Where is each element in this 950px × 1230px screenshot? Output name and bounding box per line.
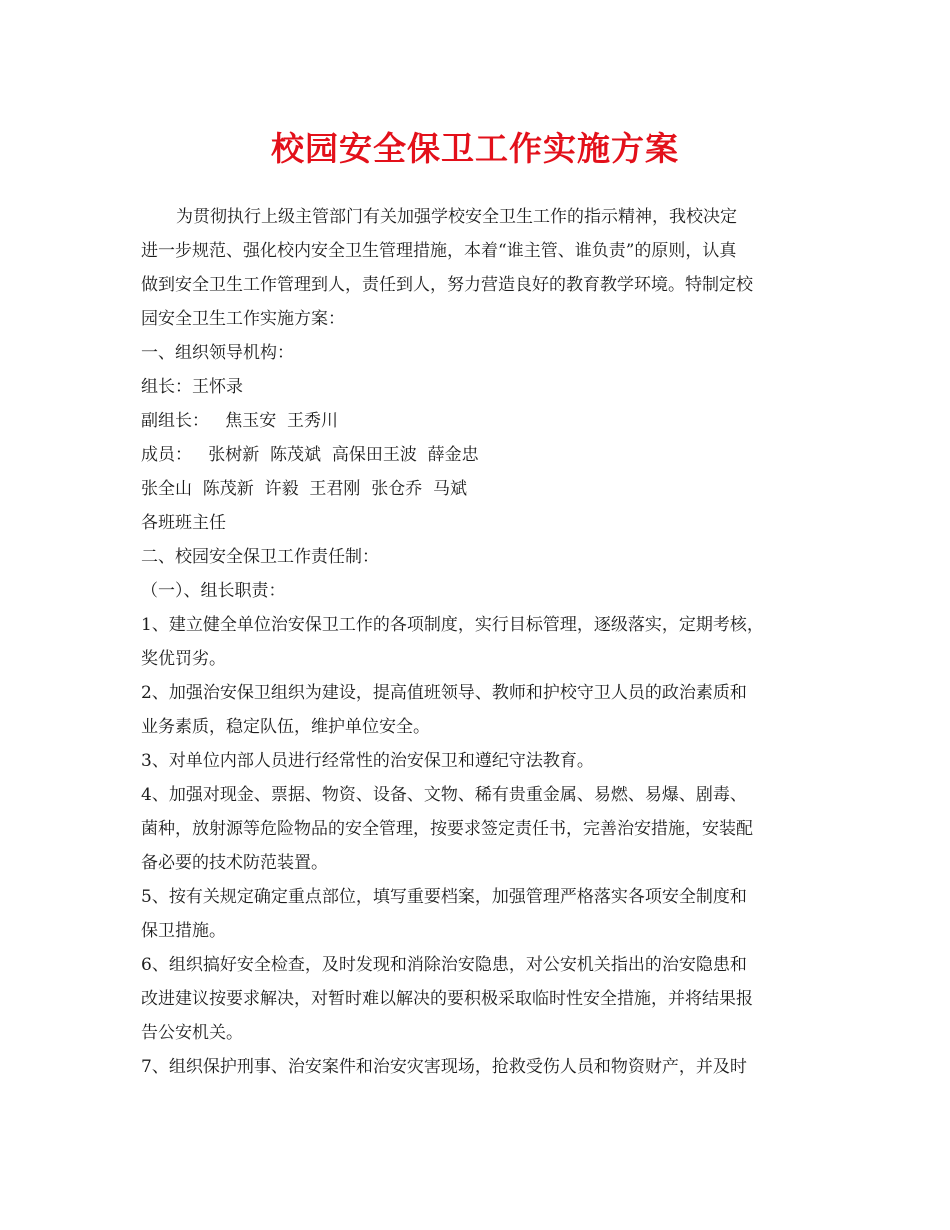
list-item-line: 4、加强对现金、票据、物资、设备、文物、稀有贵重金属、易燃、易爆、剧毒、 (141, 785, 747, 805)
members-line: 成员： 张树新 陈茂斌 高保田王波 薛金忠 (141, 445, 479, 465)
document-title: 校园安全保卫工作实施方案 (271, 129, 679, 168)
section-heading: 二、校园安全保卫工作责任制： (141, 547, 379, 567)
leader-line: 组长：王怀录 (141, 377, 243, 397)
list-item-line: 5、按有关规定确定重点部位，填写重要档案，加强管理严格落实各项安全制度和 (141, 887, 747, 907)
list-item-line: 保卫措施。 (141, 921, 226, 941)
members-line: 张全山 陈茂新 许毅 王君刚 张仓乔 马斌 (141, 479, 468, 499)
list-item-line: 6、组织搞好安全检查，及时发现和消除治安隐患，对公安机关指出的治安隐患和 (141, 955, 747, 975)
list-item-line: 3、对单位内部人员进行经常性的治安保卫和遵纪守法教育。 (141, 751, 594, 771)
list-item-line: 业务素质，稳定队伍，维护单位安全。 (141, 717, 430, 737)
members-line: 各班班主任 (141, 513, 226, 533)
document-body (141, 200, 811, 1084)
section-heading: 一、组织领导机构： (141, 343, 294, 363)
deputy-leader-line: 副组长： 焦玉安 王秀川 (141, 411, 339, 431)
paragraph-line: 园安全卫生工作实施方案： (141, 309, 345, 329)
paragraph-line: 为贯彻执行上级主管部门有关加强学校安全卫生工作的指示精神，我校决定 (176, 207, 737, 227)
list-item-line: 告公安机关。 (141, 1023, 243, 1043)
paragraph-line: 做到安全卫生工作管理到人，责任到人，努力营造良好的教育教学环境。特制定校 (141, 275, 753, 295)
list-item-line: 备必要的技术防范装置。 (141, 853, 328, 873)
list-item-line: 2、加强治安保卫组织为建设，提高值班领导、教师和护校守卫人员的政治素质和 (141, 683, 747, 703)
paragraph-line: 进一步规范、强化校内安全卫生管理措施，本着“谁主管、谁负责”的原则，认真 (141, 241, 737, 261)
list-item-line: 7、组织保护刑事、治安案件和治安灾害现场，抢救受伤人员和物资财产，并及时 (141, 1057, 747, 1077)
subsection-heading: （一）、组长职责： (141, 581, 286, 601)
list-item-line: 改进建议按要求解决，对暂时难以解决的要积极采取临时性安全措施，并将结果报 (141, 989, 753, 1009)
list-item-line: 1、建立健全单位治安保卫工作的各项制度，实行目标管理，逐级落实，定期考核， (141, 615, 764, 635)
list-item-line: 奖优罚劣。 (141, 649, 226, 669)
list-item-line: 菌种，放射源等危险物品的安全管理，按要求签定责任书，完善治安措施，安装配 (141, 819, 753, 839)
